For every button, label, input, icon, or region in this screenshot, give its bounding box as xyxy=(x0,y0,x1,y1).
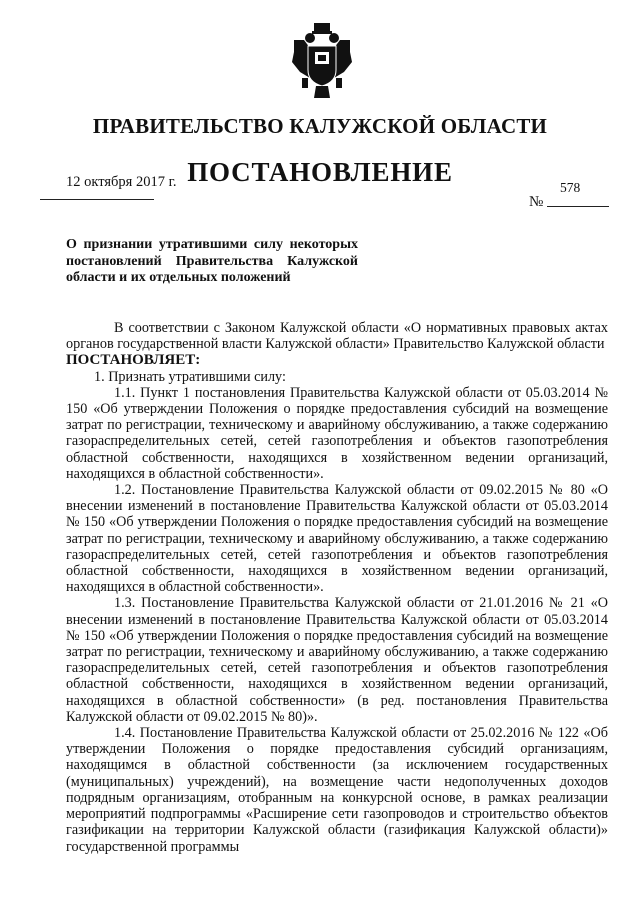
paragraph-1-1: 1.1. Пункт 1 постановления Правительства Калужской области от 05.03.2014 № 150 «Об утверждении Положения о порядке предоставления субсидий на возмещение затрат по регистрации, техническому и аварийному обслуживанию, а также содержанию газораспределительных сетей, сетей газопотребления и объектов газопотребления областной собственности, находящихся в хозяйственном ведении организаций, находящихся в областной собственности». xyxy=(66,384,608,482)
number-underline xyxy=(547,206,609,207)
intro-text: В соответствии с Законом Калужской области «О нормативных правовых актах органов государственной власти Калужской области» Правительство Калужской области xyxy=(66,320,608,353)
document-number: 578 xyxy=(560,180,581,195)
government-title: ПРАВИТЕЛЬСТВО КАЛУЖСКОЙ ОБЛАСТИ xyxy=(92,114,548,138)
resolves-heading: ПОСТАНОВЛЯЕТ: xyxy=(66,352,201,369)
paragraph-1-2: 1.2. Постановление Правительства Калужской области от 09.02.2015 № 80 «О внесении изменений в постановление Правительства Калужской области от 05.03.2014 № 150 «Об утверждении Положения о порядке предоставления субсидий на возмещение затрат по регистрации, техническому и аварийному обслуживанию, а также содержанию газораспределительных сетей, сетей газопотребления и объектов газопотребления областной собственности, находящихся в хозяйственном ведении организаций, находящихся в областной собственности». xyxy=(66,482,608,596)
document-body xyxy=(66,320,608,855)
document-subject: О признании утратившими силу некоторых постановлений Правительства Калужской области и их отдельных положений xyxy=(66,237,358,285)
document-date: 12 октября 2017 г. xyxy=(66,174,177,190)
coat-of-arms-icon xyxy=(290,22,354,100)
paragraph-1-4: 1.4. Постановление Правительства Калужской области от 25.02.2016 № 122 «Об утверждении Положения о порядке предоставления субсидий организациям, находящимся в областной собственности (за исключением государственных (муниципальных) учреждений), на возмещение части недополученных доходов подрядным организациям, отобранным на конкурсной основе, в рамках реализации мероприятий подпрограммы «Расширение сети газопроводов и строительство объектов газификации на территории Калужской области (газификация Калужской области)» государственной программы xyxy=(66,725,608,855)
number-sign: № xyxy=(529,194,544,210)
document-type: ПОСТАНОВЛЕНИЕ xyxy=(187,157,453,187)
paragraph-1-3: 1.3. Постановление Правительства Калужской области от 21.01.2016 № 21 «О внесении изменений в постановление Правительства Калужской области от 05.03.2014 № 150 «Об утверждении Положения о порядке предоставления субсидий на возмещение затрат по регистрации, техническому и аварийному обслуживанию, а также содержанию газораспределительных сетей, сетей газопотребления и объектов газопотребления областной собственности, находящихся в хозяйственном ведении организаций, находящихся в областной собственности» (в ред. постановления Правительства Калужской области от 09.02.2015 № 80)». xyxy=(66,595,608,725)
paragraph-1: 1. Признать утратившими силу: xyxy=(94,368,286,385)
date-underline xyxy=(40,199,154,200)
intro-paragraph xyxy=(66,320,608,352)
